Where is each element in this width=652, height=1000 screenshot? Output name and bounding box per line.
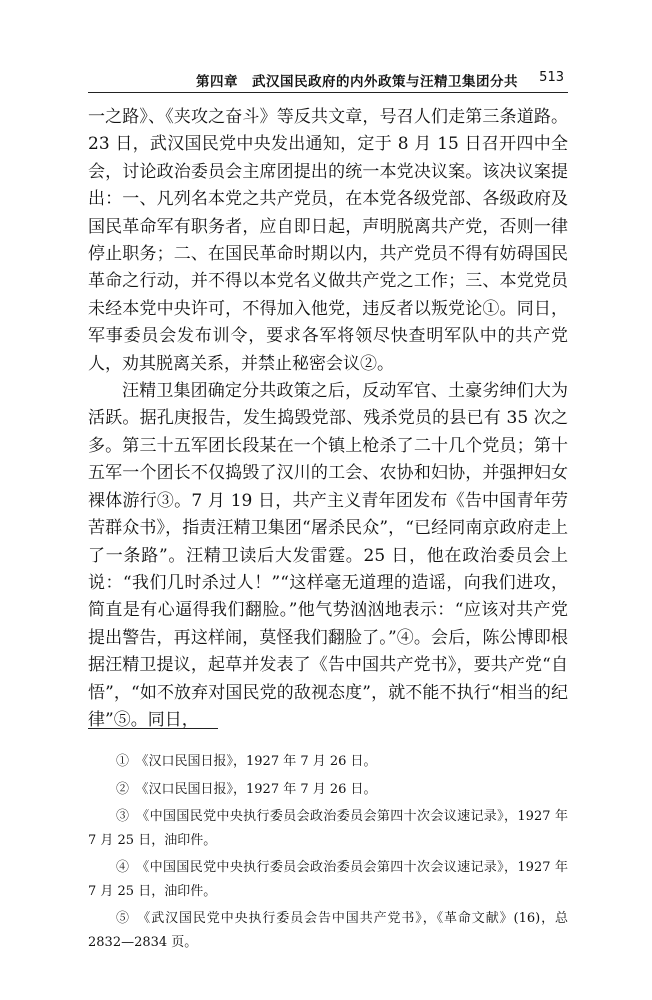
chapter-title: 第四章 武汉国民政府的内外政策与汪精卫集团分共 <box>196 74 518 90</box>
page-number: 513 <box>539 70 564 85</box>
paragraph-2: 汪精卫集团确定分共政策之后，反动军官、土豪劣绅们大为活跃。据孔庚报告，发生捣毁党部、残杀党员的县已有 35 次之多。第三十五军团长段某在一个镇上枪杀了二十几个党员；第十五军一个团长不仅捣毁了汉川的工会、农协和妇协，并强押妇女裸体游行③。7 月 19 日，共产主义青年团发布《告中国青年劳苦群众书》，指责汪精卫集团“屠杀民众”，“已经同南京政府走上了一条路”。汪精卫读后大发雷霆。25 日，他在政治委员会上说：“我们几时杀过人！”“这样毫无道理的造谣，向我们进攻，简直是有心逼得我们翻脸。”他气势汹汹地表示：“应该对共产党提出警告，再这样闹，莫怪我们翻脸了。”④。会后，陈公博即根据汪精卫提议，起草并发表了《告中国共产党书》，要共产党“自悟”，“如不放弃对国民党的敌视态度”，就不能不执行“相当的纪律”⑤。同日， <box>88 381 568 730</box>
body-text <box>88 104 568 734</box>
footnotes <box>88 750 568 958</box>
footnote-5: ⑤ 《武汉国民党中央执行委员会告中国共产党书》，《革命文献》(16)，总 2832—2834 页。 <box>88 911 568 950</box>
footnote-2: ② 《汉口民国日报》，1927 年 7 月 26 日。 <box>116 781 377 797</box>
running-header <box>88 70 568 93</box>
footnote-3: ③ 《中国国民党中央执行委员会政治委员会第四十次会议速记录》，1927 年 7 月 25 日，油印件。 <box>88 809 568 848</box>
footnote-4: ④ 《中国国民党中央执行委员会政治委员会第四十次会议速记录》，1927 年 7 月 25 日，油印件。 <box>88 860 568 899</box>
footnote-1: ① 《汉口民国日报》，1927 年 7 月 26 日。 <box>116 754 377 769</box>
footnote-divider <box>88 728 218 729</box>
paragraph-1: 一之路》、《夹攻之奋斗》等反共文章，号召人们走第三条道路。23 日，武汉国民党中央发出通知，定于 8 月 15 日召开四中全会，讨论政治委员会主席团提出的统一本党决议案。该决议案提出：一、凡列名本党之共产党员，在本党各级党部、各级政府及国民革命军有职务者，应自即日起，声明脱离共产党，否则一律停止职务；二、在国民革命时期以内，共产党员不得有妨碍国民革命之行动，并不得以本党名义做共产党之工作；三、本党党员未经本党中央许可，不得加入他党，违反者以叛党论①。同日，军事委员会发布训令，要求各军将领尽快查明军队中的共产党人，劝其脱离关系，并禁止秘密会议②。 <box>88 107 568 374</box>
